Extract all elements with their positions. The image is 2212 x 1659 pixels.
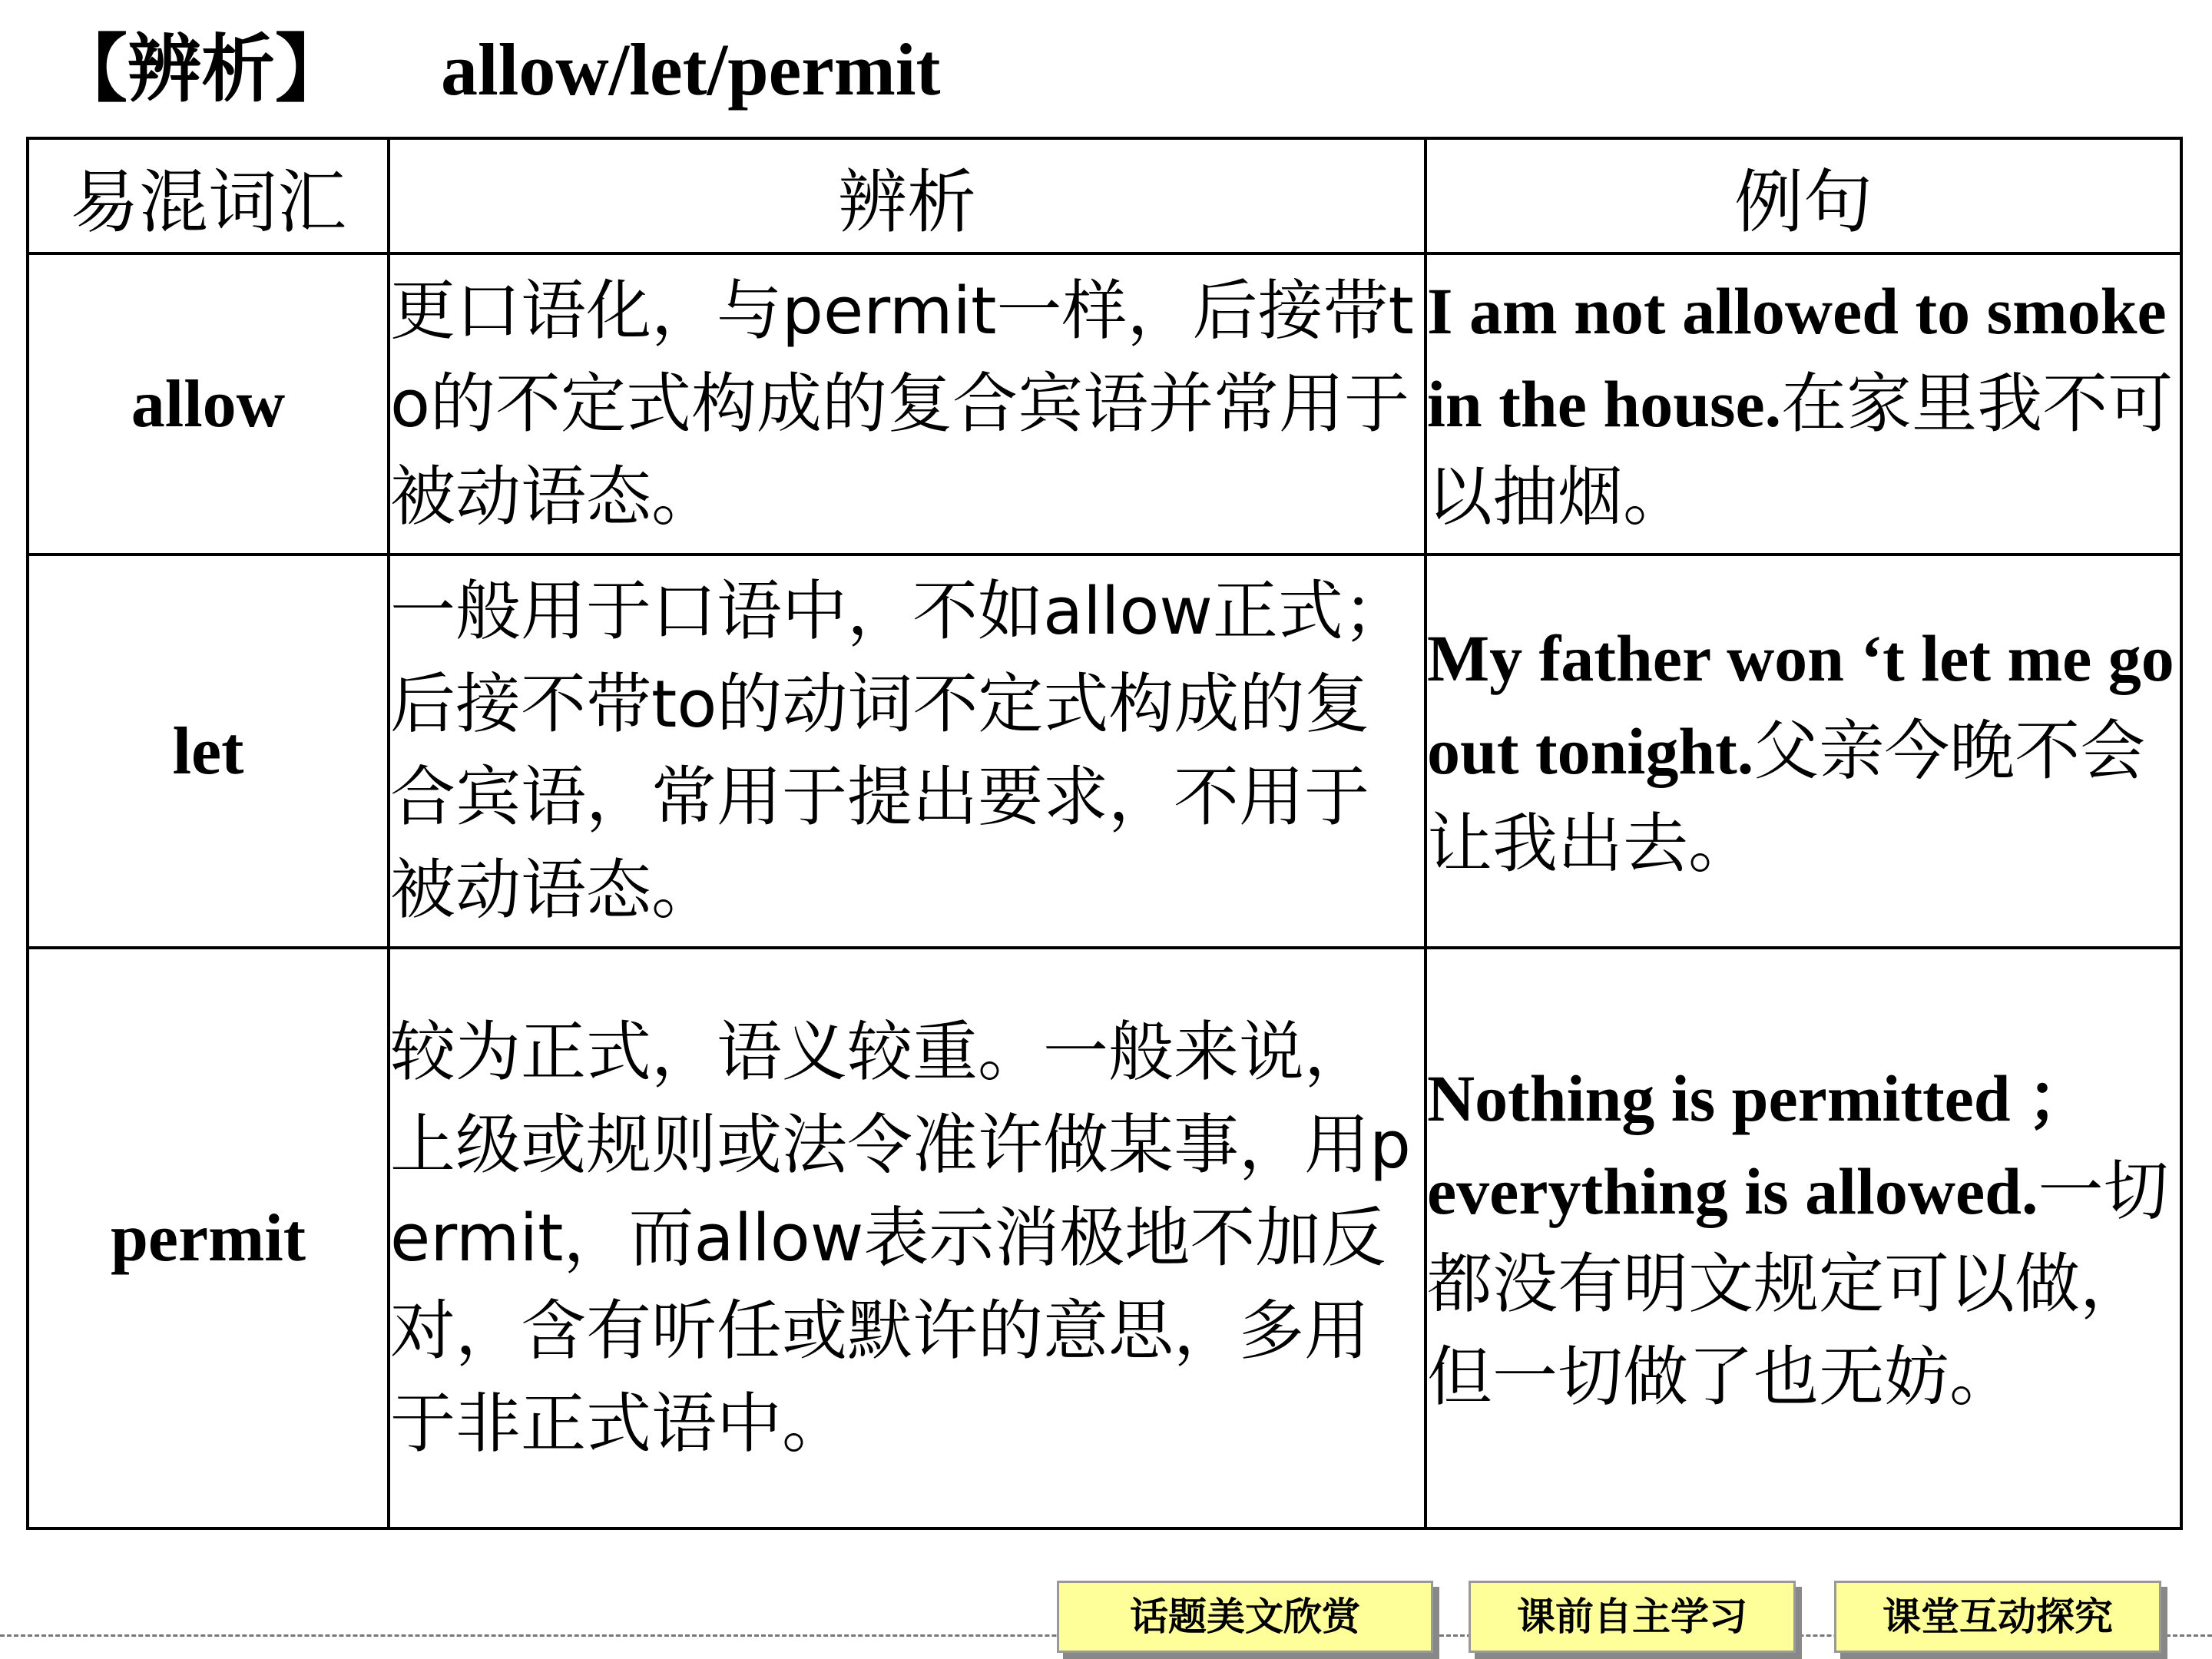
- title-words: allow/let/permit: [441, 28, 941, 111]
- analysis-cell: [389, 253, 1426, 555]
- table-row: [28, 253, 2181, 555]
- example-cell: [1426, 555, 2181, 948]
- table-row: [28, 948, 2181, 1528]
- analysis-cell: [389, 555, 1426, 948]
- header-analysis: 辨析: [389, 138, 1426, 253]
- table-header-row: [28, 138, 2181, 253]
- table-row: [28, 555, 2181, 948]
- classroom-interaction-button[interactable]: 课堂互动探究: [1834, 1581, 2161, 1653]
- topic-reading-button[interactable]: 话题美文欣赏: [1057, 1581, 1433, 1653]
- comparison-table: [26, 137, 2183, 1530]
- analysis-text: 更口语化，与permit一样，后接带to的不定式构成的复合宾语并常用于被动语态。: [390, 273, 1414, 535]
- header-example: 例句: [1426, 138, 2181, 253]
- example-cell: [1426, 948, 2181, 1528]
- analysis-text: 较为正式，语义较重。一般来说，上级或规则或法令准许做某事，用permit，而allow表示消极地不加反对，含有听任或默许的意思，多用于非正式语中。: [390, 1014, 1411, 1462]
- example-cell: [1426, 253, 2181, 555]
- title-bracket-label: 【辨析】: [54, 25, 349, 112]
- page-title: [54, 23, 940, 116]
- example-english: I am not allowed to smoke in the house.: [1427, 273, 2167, 441]
- example-chinese: 父亲今晚不会让我出去。: [1427, 713, 2146, 882]
- example-english: My father won ‘t let me go out tonight.: [1427, 621, 2174, 788]
- analysis-text: 一般用于口语中，不如allow正式；后接不带to的动词不定式构成的复合宾语，常用于提出要求，不用于被动语态。: [390, 574, 1409, 929]
- word-cell: allow: [28, 253, 389, 555]
- analysis-cell: [389, 948, 1426, 1528]
- preclass-study-button[interactable]: 课前自主学习: [1469, 1581, 1796, 1653]
- example-chinese: 在家里我不可以抽烟。: [1427, 366, 2174, 535]
- word-cell: permit: [28, 948, 389, 1528]
- header-confusable-words: 易混词汇: [28, 138, 389, 253]
- example-chinese: 一切都没有明文规定可以做，但一切做了也无妨。: [1427, 1154, 2169, 1416]
- word-cell: let: [28, 555, 389, 948]
- example-english: Nothing is permitted ； everything is allowed.: [1427, 1061, 2094, 1228]
